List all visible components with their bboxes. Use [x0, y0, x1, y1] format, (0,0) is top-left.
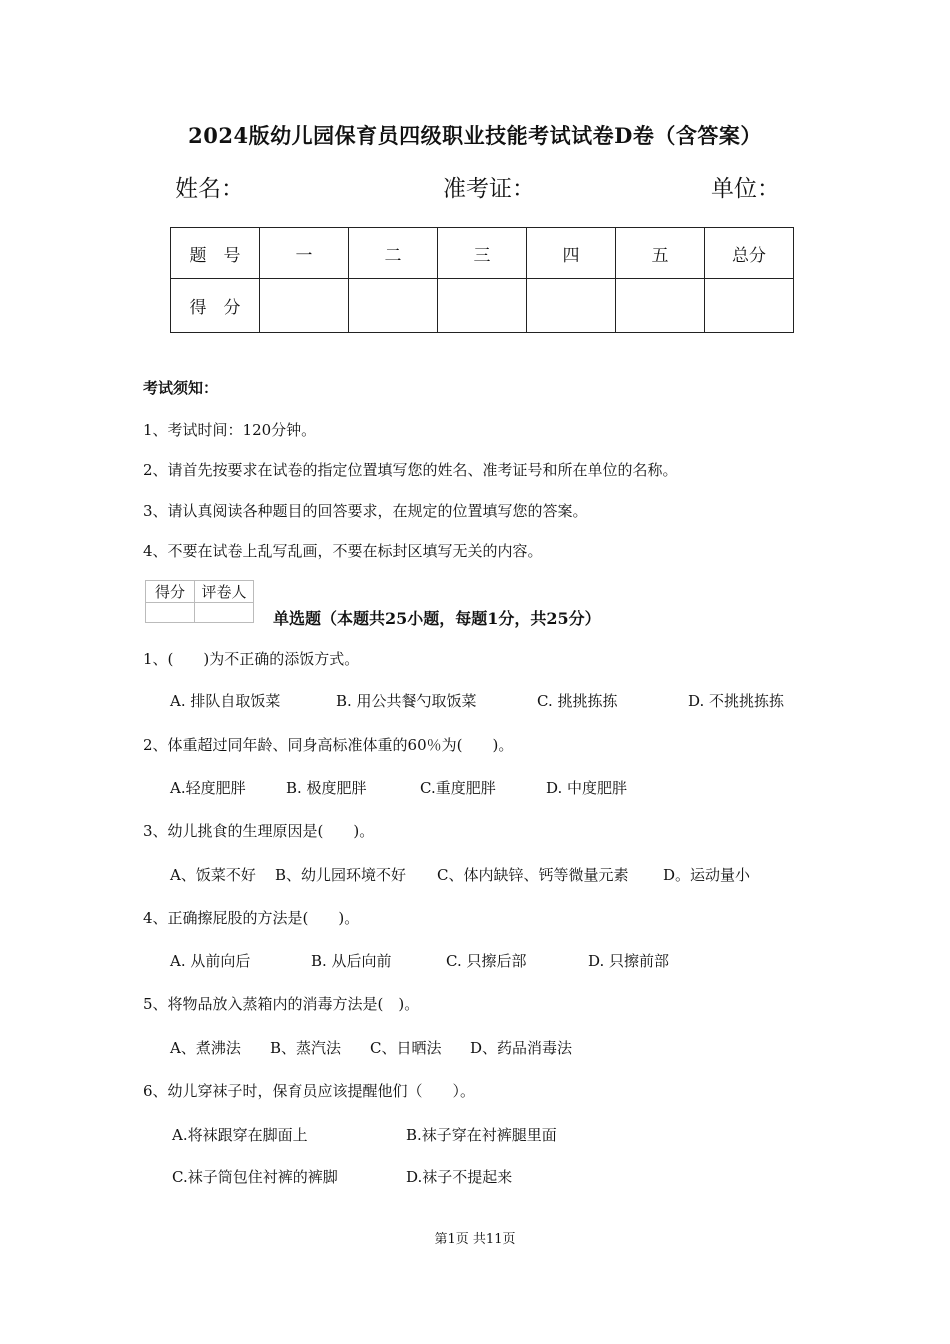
score-table-header-row	[171, 228, 794, 279]
score-table-cell: 二	[349, 228, 438, 279]
question-option: A、饭菜不好	[170, 866, 256, 884]
exam-id-field-label: 准考证：	[443, 176, 535, 202]
score-table-row-label: 得 分	[171, 279, 260, 333]
score-input-cell[interactable]	[705, 279, 794, 333]
page-footer: 第1页 共11页	[434, 1232, 516, 1247]
grader-name-cell[interactable]	[195, 603, 254, 623]
question-stem: 6、幼儿穿袜子时，保育员应该提醒他们（ ）。	[143, 1082, 476, 1100]
question-option: D、药品消毒法	[470, 1039, 573, 1057]
notice-heading: 考试须知：	[143, 379, 219, 397]
question-option: D。运动量小	[663, 866, 751, 884]
question-option: B. 极度肥胖	[286, 779, 367, 797]
score-input-cell[interactable]	[616, 279, 705, 333]
question-option: C. 只擦后部	[446, 952, 527, 970]
section-heading: 单选题（本题共25小题，每题1分，共25分）	[273, 609, 601, 628]
unit-field-label: 单位：	[711, 176, 780, 202]
question-stem: 5、将物品放入蒸箱内的消毒方法是( )。	[143, 995, 420, 1013]
question-option: B、蒸汽法	[270, 1039, 342, 1057]
score-input-cell[interactable]	[349, 279, 438, 333]
question-option: D. 中度肥胖	[546, 779, 628, 797]
question-stem: 4、正确擦屁股的方法是( )。	[143, 909, 360, 927]
score-table-cell: 五	[616, 228, 705, 279]
score-input-cell[interactable]	[527, 279, 616, 333]
score-table-cell: 三	[438, 228, 527, 279]
question-option: B. 用公共餐勺取饭菜	[336, 692, 477, 710]
score-input-cell[interactable]	[438, 279, 527, 333]
notice-item: 4、不要在试卷上乱写乱画，不要在标封区填写无关的内容。	[143, 542, 543, 560]
notice-item: 3、请认真阅读各种题目的回答要求，在规定的位置填写您的答案。	[143, 502, 588, 520]
score-table-cell: 一	[260, 228, 349, 279]
question-option: A、煮沸法	[170, 1039, 241, 1057]
question-option: A.轻度肥胖	[170, 779, 246, 797]
question-option: B. 从后向前	[311, 952, 392, 970]
grader-box	[145, 580, 254, 623]
question-stem: 1、( )为不正确的添饭方式。	[143, 650, 360, 668]
question-option: C、体内缺锌、钙等微量元素	[437, 866, 629, 884]
question-option: B.袜子穿在衬裤腿里面	[406, 1126, 557, 1144]
exam-title: 2024版幼儿园保育员四级职业技能考试试卷D卷（含答案）	[188, 123, 762, 148]
question-option: D. 不挑挑拣拣	[688, 692, 785, 710]
grader-name-label: 评卷人	[195, 581, 254, 603]
question-option: A. 从前向后	[170, 952, 251, 970]
score-input-cell[interactable]	[260, 279, 349, 333]
name-field-label: 姓名：	[175, 176, 244, 202]
score-table-cell: 四	[527, 228, 616, 279]
question-option: D.袜子不提起来	[406, 1168, 513, 1186]
score-table-cell: 题 号	[171, 228, 260, 279]
question-option: C. 挑挑拣拣	[537, 692, 618, 710]
notice-item: 1、考试时间：120分钟。	[143, 421, 317, 439]
question-stem: 2、体重超过同年龄、同身高标准体重的60％为( )。	[143, 736, 514, 754]
notice-item: 2、请首先按要求在试卷的指定位置填写您的姓名、准考证号和所在单位的名称。	[143, 461, 678, 479]
grader-score-cell[interactable]	[146, 603, 195, 623]
question-option: A. 排队自取饭菜	[170, 692, 281, 710]
question-option: D. 只擦前部	[588, 952, 670, 970]
question-option: B、幼儿园环境不好	[275, 866, 407, 884]
score-table	[170, 227, 794, 333]
grader-score-label: 得分	[146, 581, 195, 603]
score-table-score-row	[171, 279, 794, 333]
score-table-cell: 总分	[705, 228, 794, 279]
question-option: C.袜子筒包住衬裤的裤脚	[172, 1168, 338, 1186]
question-option: A.将袜跟穿在脚面上	[172, 1126, 308, 1144]
question-option: C、日晒法	[370, 1039, 442, 1057]
question-option: C.重度肥胖	[420, 779, 496, 797]
question-stem: 3、幼儿挑食的生理原因是( )。	[143, 822, 375, 840]
